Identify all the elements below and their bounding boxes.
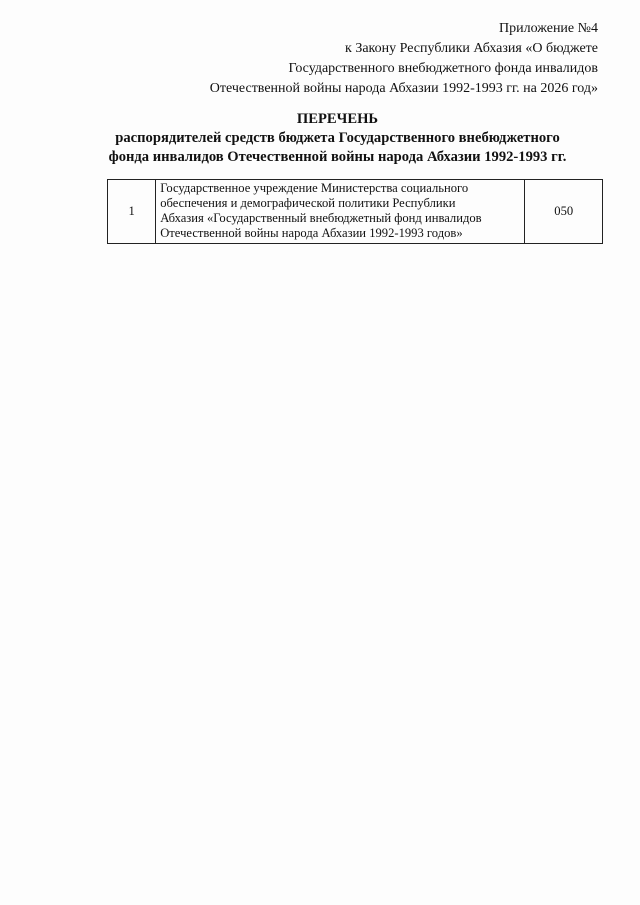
row-name-cell: [156, 180, 525, 244]
document-heading: [60, 110, 615, 167]
appendix-line: Отечественной войны народа Абхазии 1992-1993 гг. на 2026 год»: [209, 81, 598, 96]
administrators-table: [107, 179, 603, 244]
table-row: [108, 180, 603, 244]
document-title: ПЕРЕЧЕНЬ: [296, 111, 379, 127]
row-code-cell: 050: [525, 180, 603, 244]
row-name-line: Абхазия «Государственный внебюджетный фонд инвалидов: [160, 211, 482, 225]
row-name-line: Отечественной войны народа Абхазии 1992-1993 годов»: [160, 226, 463, 240]
appendix-line: Приложение №4: [499, 21, 598, 36]
document-subtitle-line: фонда инвалидов Отечественной войны народа Абхазии 1992-1993 гг.: [108, 149, 567, 165]
appendix-line: Государственного внебюджетного фонда инвалидов: [288, 61, 598, 76]
row-number-cell: 1: [108, 180, 156, 244]
row-name-line: обеспечения и демографической политики Республики: [160, 196, 456, 210]
appendix-line: к Закону Республики Абхазия «О бюджете: [345, 41, 598, 56]
row-name-line: Государственное учреждение Министерства социального: [160, 181, 469, 195]
appendix-note: [98, 19, 598, 99]
document-subtitle-line: распорядителей средств бюджета Государственного внебюджетного: [115, 130, 560, 146]
